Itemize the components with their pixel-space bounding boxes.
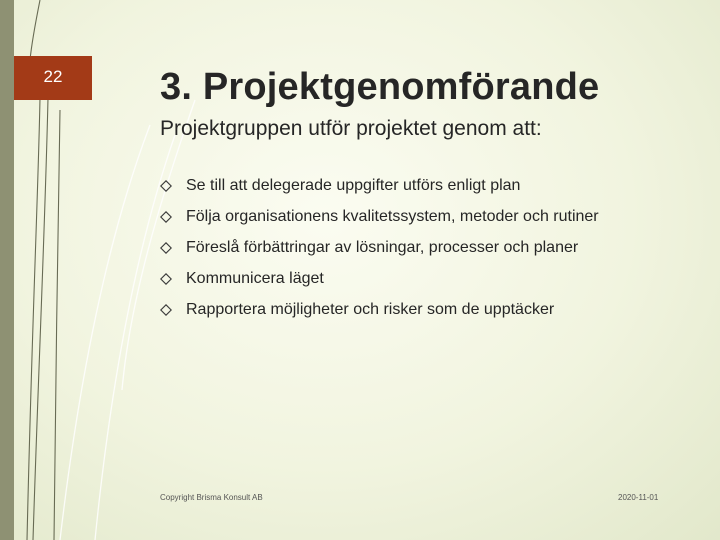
slide-title: 3. Projektgenomförande xyxy=(160,66,600,108)
diamond-outline-icon xyxy=(160,242,172,254)
diamond-outline-icon xyxy=(160,180,172,192)
slide-number-tab xyxy=(14,56,92,100)
bullet-item xyxy=(160,170,599,201)
left-band xyxy=(0,0,14,540)
bullet-list xyxy=(160,170,599,326)
bullet-item xyxy=(160,201,599,232)
bullet-text: Kommunicera läget xyxy=(186,270,324,288)
bullet-item xyxy=(160,264,599,295)
bullet-item xyxy=(160,295,599,326)
diamond-outline-icon xyxy=(160,273,172,285)
diamond-outline-icon xyxy=(160,211,172,223)
diamond-outline-icon xyxy=(160,304,172,316)
bullet-text: Föreslå förbättringar av lösningar, processer och planer xyxy=(186,238,579,256)
bullet-text: Följa organisationens kvalitetssystem, metoder och rutiner xyxy=(186,207,599,225)
slide-subtitle: Projektgruppen utför projektet genom att: xyxy=(160,117,542,140)
bullet-text: Rapportera möjligheter och risker som de upptäcker xyxy=(186,301,555,319)
slide-number: 22 xyxy=(43,67,63,86)
footer-copyright: Copyright Brisma Konsult AB xyxy=(160,493,263,502)
footer-date: 2020-11-01 xyxy=(618,493,659,502)
bullet-item xyxy=(160,232,599,263)
bullet-text: Se till att delegerade uppgifter utförs enligt plan xyxy=(186,176,521,194)
